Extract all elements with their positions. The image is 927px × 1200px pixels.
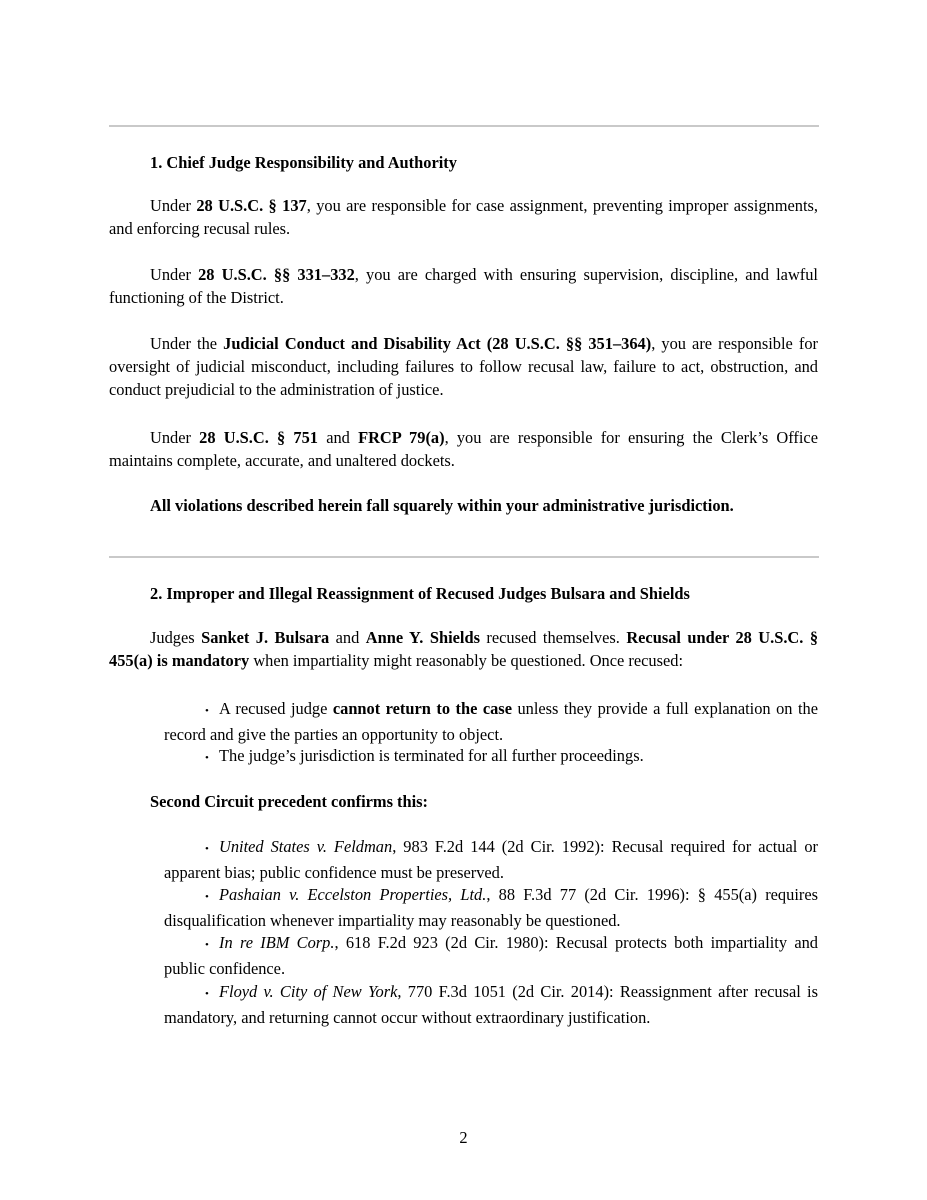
section-1-heading: 1. Chief Judge Responsibility and Authority bbox=[150, 153, 457, 172]
case-citation-item: •United States v. Feldman, 983 F.2d 144 (2d Cir. 1992): Recusal required for actual or apparent bias; public confidence must be preserved. bbox=[164, 835, 818, 884]
paragraph-dockets: Under 28 U.S.C. § 751 and FRCP 79(a), you are responsible for ensuring the Clerk’s Office maintains complete, accurate, and unaltered dockets. bbox=[109, 428, 818, 470]
bullet-icon bbox=[205, 931, 219, 957]
case-citation-item: •Pashaian v. Eccelston Properties, Ltd., 88 F.3d 77 (2d Cir. 1996): § 455(a) requires disqualification whenever impartiality may reasonably be questioned. bbox=[164, 883, 818, 932]
paragraph-case-assignment: Under 28 U.S.C. § 137, you are responsible for case assignment, preventing improper assignments, and enforcing recusal rules. bbox=[109, 196, 818, 238]
case-citation-item: •In re IBM Corp., 618 F.2d 923 (2d Cir. 1980): Recusal protects both impartiality and public confidence. bbox=[164, 931, 818, 980]
section-divider-middle bbox=[109, 556, 819, 558]
section-2-heading: 2. Improper and Illegal Reassignment of Recused Judges Bulsara and Shields bbox=[150, 584, 690, 603]
bullet-icon bbox=[205, 835, 219, 861]
bullet-icon bbox=[205, 883, 219, 909]
jurisdiction-conclusion: All violations described herein fall squarely within your administrative jurisdiction. bbox=[150, 496, 734, 515]
case-citation-item: •Floyd v. City of New York, 770 F.3d 1051 (2d Cir. 2014): Reassignment after recusal is mandatory, and returning cannot occur without extraordinary justification. bbox=[164, 980, 818, 1029]
paragraph-supervision: Under 28 U.S.C. §§ 331–332, you are charged with ensuring supervision, discipline, and lawful functioning of the District. bbox=[109, 265, 818, 307]
paragraph-recusal-intro: Judges Sanket J. Bulsara and Anne Y. Shields recused themselves. Recusal under 28 U.S.C. § 455(a) is mandatory when impartiality might reasonably be questioned. Once recused: bbox=[109, 628, 819, 670]
recusal-rule-item: •A recused judge cannot return to the case unless they provide a full explanation on the record and give the parties an opportunity to object. bbox=[164, 697, 818, 746]
precedent-heading: Second Circuit precedent confirms this: bbox=[150, 792, 429, 811]
section-divider-top bbox=[109, 125, 819, 127]
paragraph-conduct-act: Under the Judicial Conduct and Disability Act (28 U.S.C. §§ 351–364), you are responsible for oversight of judicial misconduct, including failures to follow recusal law, failure to act, obstruction, and conduct prejudicial to the administration of justice. bbox=[109, 334, 818, 399]
recusal-rule-item: •The judge’s jurisdiction is terminated for all further proceedings. bbox=[164, 744, 818, 770]
bullet-icon bbox=[205, 697, 219, 723]
page-number: 2 bbox=[459, 1128, 468, 1147]
bullet-icon bbox=[205, 980, 219, 1006]
bullet-icon bbox=[205, 744, 219, 770]
